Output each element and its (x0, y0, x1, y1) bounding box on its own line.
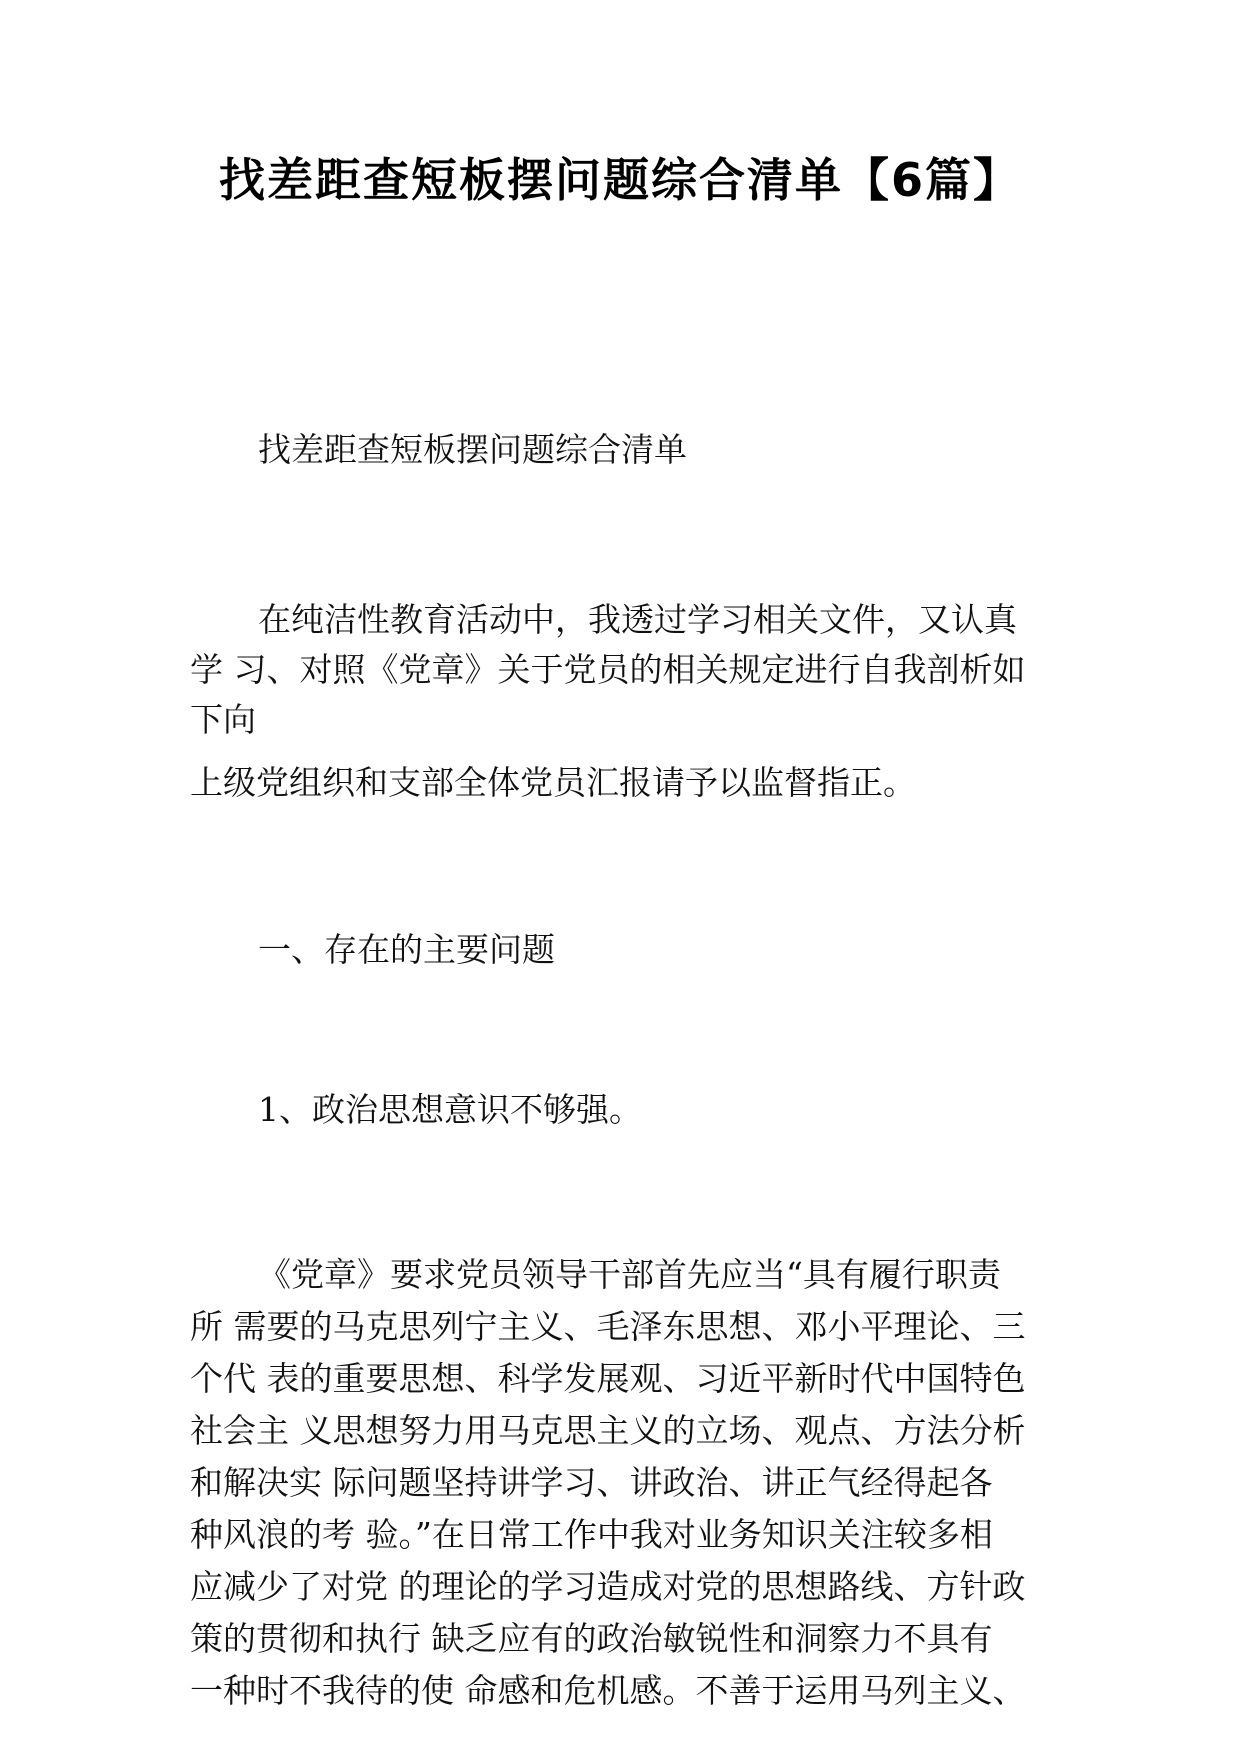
intro-line-3: 下向 (190, 700, 256, 739)
body-line-9: 一种时不我待的使 命感和危机感。不善于运用马列主义、 (190, 1671, 1026, 1710)
body-line-3: 个代 表的重要思想、科学发展观、习近平新时代中国特色 (190, 1359, 1026, 1398)
body-line-5: 和解决实 际问题坚持讲学习、讲政治、讲正气经得起各 (190, 1463, 993, 1502)
body-line-6: 种风浪的考 验。”在日常工作中我对业务知识关注较多相 (190, 1515, 993, 1554)
body-line-7: 应减少了对党 的理论的学习造成对党的思想路线、方针政 (190, 1567, 1026, 1606)
document-title: 找差距查短板摆问题综合清单【6篇】 (218, 153, 1021, 207)
intro-line-4: 上级党组织和支部全体党员汇报请予以监督指正。 (190, 763, 916, 802)
body-line-2: 所 需要的马克思列宁主义、毛泽东思想、邓小平理论、三 (190, 1307, 1026, 1346)
body-line-8: 策的贯彻和执行 缺乏应有的政治敏锐性和洞察力不具有 (190, 1619, 993, 1658)
intro-line-1: 在纯洁性教育活动中，我透过学习相关文件，又认真 (258, 600, 1017, 639)
body-line-4: 社会主 义思想努力用马克思主义的立场、观点、方法分析 (190, 1411, 1026, 1450)
intro-line-2: 学 习、对照《党章》关于党员的相关规定进行自我剖析如 (190, 650, 1026, 689)
item-heading: 1、政治思想意识不够强。 (258, 1090, 642, 1129)
document-subtitle: 找差距查短板摆问题综合清单 (258, 430, 687, 469)
section-heading: 一、存在的主要问题 (258, 930, 555, 969)
body-line-1: 《党章》要求党员领导干部首先应当“具有履行职责 (258, 1255, 1001, 1294)
